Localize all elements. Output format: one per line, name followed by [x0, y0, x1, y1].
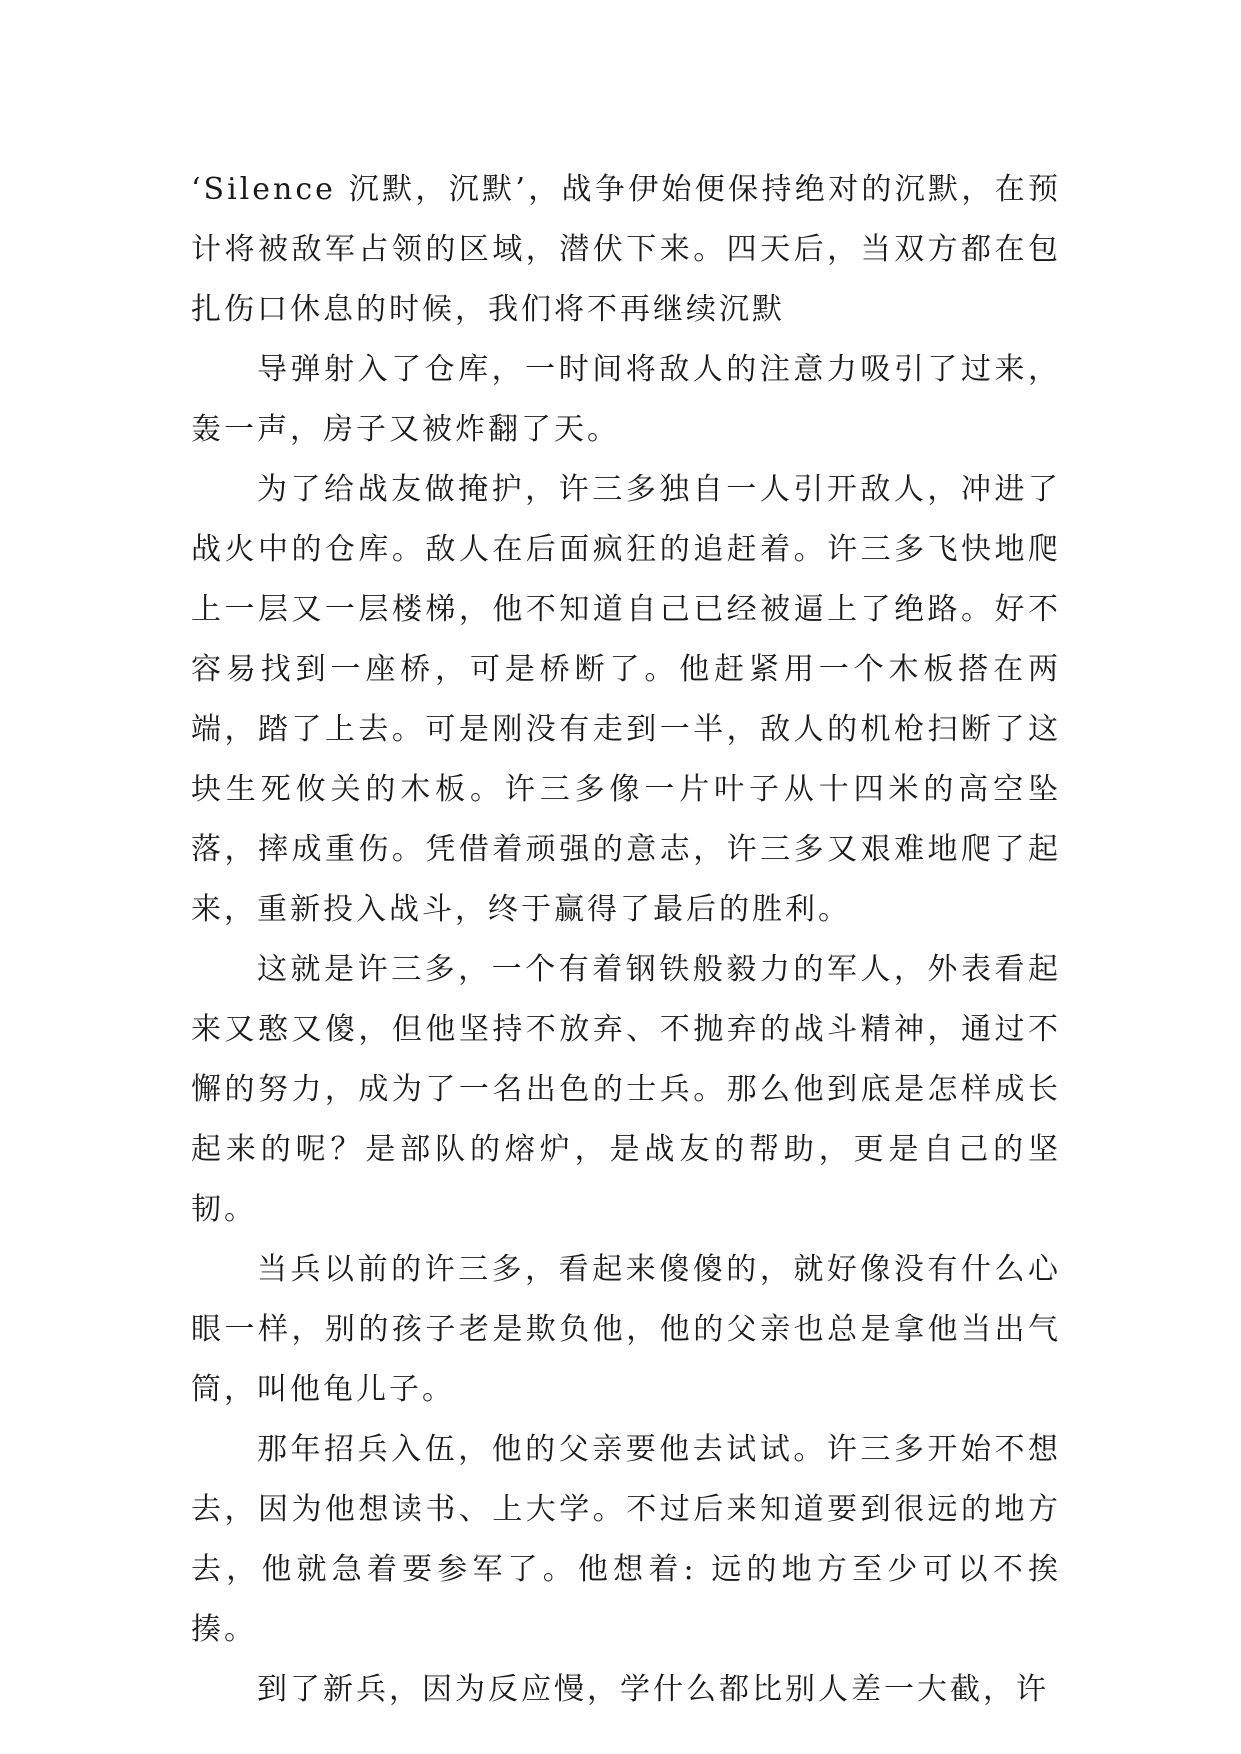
paragraph-before-army: 当兵以前的许三多，看起来傻傻的，就好像没有什么心眼一样，别的孩子老是欺负他，他的父亲也总是拿他当出气筒，叫他龟儿子。	[191, 1252, 1061, 1407]
paragraph-missile: 导弹射入了仓库，一时间将敌人的注意力吸引了过来，轰一声，房子又被炸翻了天。	[191, 352, 1061, 447]
paragraph-enlistment: 那年招兵入伍，他的父亲要他去试试。许三多开始不想去，因为他想读书、上大学。不过后来知道要到很远的地方去，他就急着要参军了。他想着: 远的地方至少可以不挨揍。	[191, 1432, 1061, 1647]
paragraph-character: 这就是许三多，一个有着钢铁般毅力的军人，外表看起来又憨又傻，但他坚持不放弃、不抛弃的战斗精神，通过不懈的努力，成为了一名出色的士兵。那么他到底是怎样成长起来的呢？是部队的熔炉，是战友的帮助，更是自己的坚韧。	[191, 952, 1061, 1227]
document-body	[191, 160, 1061, 1720]
paragraph-silence: ‘Silence 沉默，沉默’，战争伊始便保持绝对的沉默，在预计将被敌军占领的区域，潜伏下来。四天后，当双方都在包扎伤口休息的时候，我们将不再继续沉默	[191, 172, 1061, 327]
paragraph-new-recruit: 到了新兵，因为反应慢，学什么都比别人差一大截，许	[257, 1672, 1049, 1707]
paragraph-bridge: 为了给战友做掩护，许三多独自一人引开敌人，冲进了战火中的仓库。敌人在后面疯狂的追赶着。许三多飞快地爬上一层又一层楼梯，他不知道自己已经被逼上了绝路。好不容易找到一座桥，可是桥断了。他赶紧用一个木板搭在两端，踏了上去。可是刚没有走到一半，敌人的机枪扫断了这块生死攸关的木板。许三多像一片叶子从十四米的高空坠落，摔成重伤。凭借着顽强的意志，许三多又艰难地爬了起来，重新投入战斗，终于赢得了最后的胜利。	[191, 472, 1061, 927]
